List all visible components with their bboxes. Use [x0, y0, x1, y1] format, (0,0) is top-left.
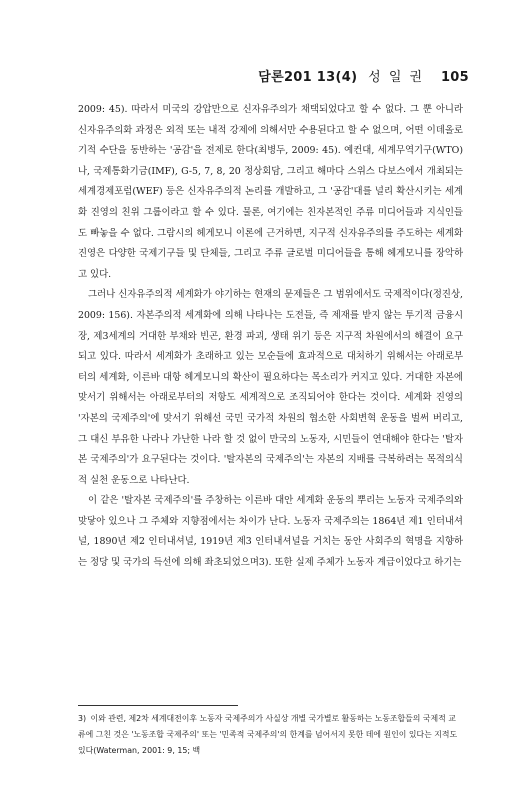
- running-header: [258, 66, 469, 85]
- footnote: [78, 711, 463, 759]
- paragraph: 이 같은 '탈자본 국제주의'를 주창하는 이른바 대안 세계화 운동의 뿌리는 노동자 국제주의와 맞닿아 있으나 그 주체와 지향점에서는 차이가 난다. 노동자 국제주의는 1864년 제1 인터내셔널, 1890년 제2 인터내셔널, 1919년 제3 인터내셔널을 거치는 동안 사회주의 혁명을 지향하는 정당 및 국가의 득선에 의해 좌초되었으며3). 또한 실제 주체가 노동자 계급이었다고 하기는: [78, 495, 463, 569]
- footnote-divider: [78, 705, 238, 706]
- paragraph: 그러나 신자유주의적 세계화가 야기하는 현재의 문제들은 그 범위에서도 국제적이다(정진상, 2009: 156). 자본주의적 세계화에 의해 나타나는 도전들, 즉 제재를 받지 않는 투기적 금융시장, 제3세계의 거대한 부채와 빈곤, 환경 파괴, 생태 위기 등은 지구적 차원에서의 해결이 요구되고 있다. 따라서 세계화가 초래하고 있는 모순들에 효과적으로 대처하기 위해서는 아래로부터의 세계화, 이른바 대항 헤게모니의 확산이 필요하다는 목소리가 커지고 있다. 거대한 자본에 맞서기 위해서는 아래로부터의 저항도 세계적으로 조직되어야 한다는 것이다. 세계화 진영의 '자본의 국제주의'에 맞서기 위해선 국민 국가적 차원의 협소한 사회변혁 운동을 벌써 버리고, 그 대신 부유한 나라나 가난한 나라 할 것 없이 만국의 노동자, 시민들이 연대해야 한다는 '탈자본 국제주의'가 요구된다는 것이다. '탈자본의 국제주의'는 자본의 지배를 극복하려는 목적의식적 실천 운동으로 나타난다.: [78, 289, 463, 486]
- footnote-number: 3): [78, 714, 87, 723]
- paragraph: 2009: 45). 따라서 미국의 강압만으로 신자유주의가 채택되었다고 할 수 없다. 그 뿐 아니라 신자유주의화 과정은 외적 또는 내적 강제에 의해서만 수용된다고 할 수 없으며, 어떤 이데올로기적 수단을 동반하는 '공감'을 전제로 한다(최병두, 2009: 45). 예컨대, 세계무역기구(WTO)나, 국제통화기금(IMF), G-5, 7, 8, 20 정상회담, 그리고 해마다 스위스 다보스에서 개최되는 세계경제포럼(WEF) 등은 신자유주의적 논리를 개발하고, 그 '공감'대를 널리 확산시키는 세계화 진영의 친위 그룹이라고 할 수 있다. 물론, 여기에는 친자본적인 주류 미디어들과 지식인들도 빠놓을 수 없다. 그람시의 헤게모니 이론에 근거하면, 지구적 신자유주의를 주도하는 세계화 진영은 다양한 국제기구들 및 단체들, 그리고 주류 글로벌 미디어들을 통해 헤게모니를 장악하고 있다.: [78, 104, 463, 280]
- body-text: [78, 100, 463, 574]
- author-name: 성 일 권: [368, 70, 425, 85]
- journal-title: 담론201 13(4): [258, 70, 358, 85]
- footnote-text: 이와 관련, 제2차 세계대전이후 노동자 국제주의가 사실상 개별 국가별로 활동하는 노동조합들의 국제적 교류에 그친 것은 '노동조합 국제주의' 또는 '민족적 국제주의'의 한계를 넘어서지 못한 데에 원인이 있다는 지적도 있다(Waterman, 2001: 9, 15; 백: [78, 714, 458, 755]
- page-number: 105: [440, 70, 469, 85]
